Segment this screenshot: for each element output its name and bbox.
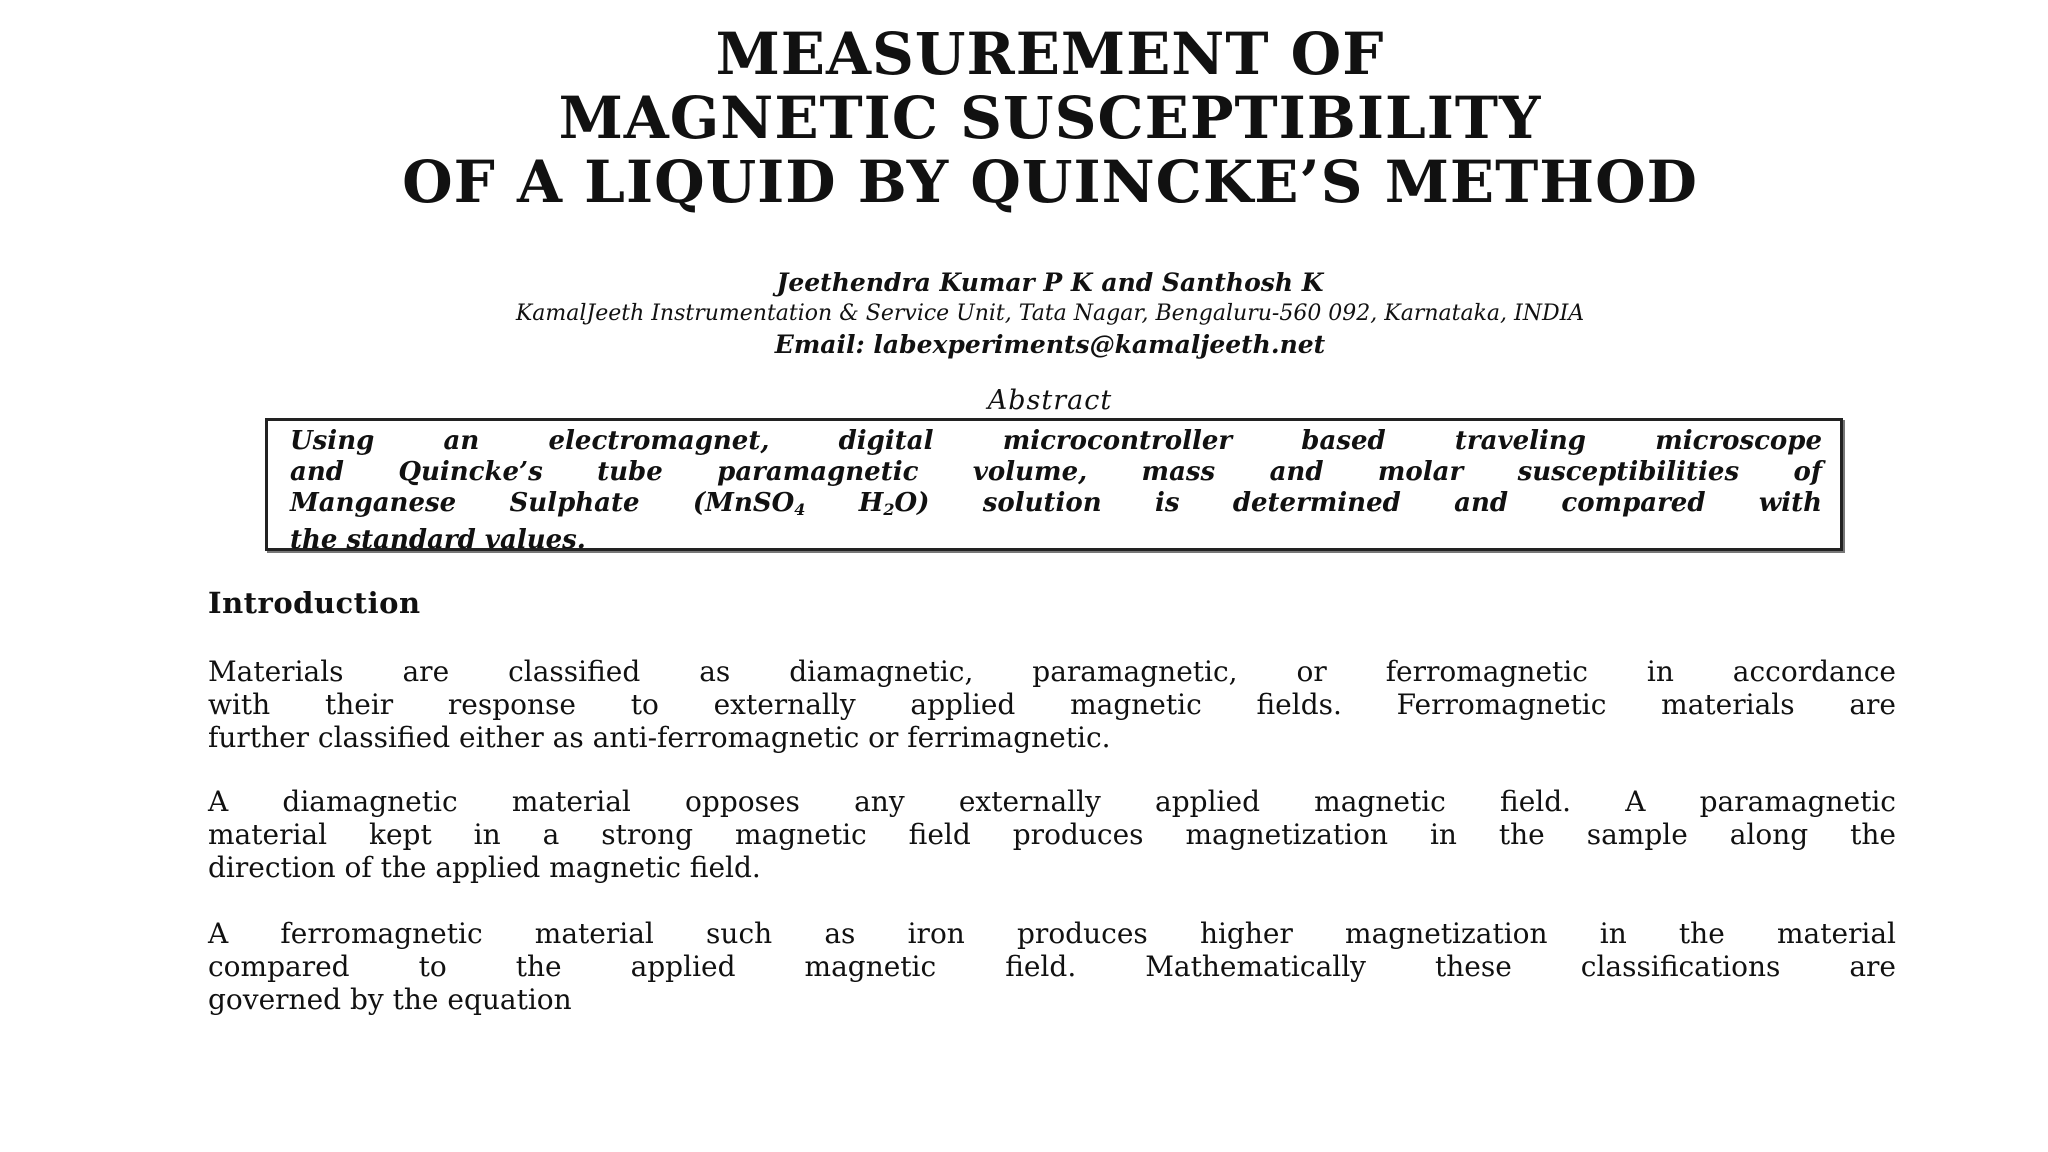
- paragraph-line: direction of the applied magnetic field.: [208, 851, 761, 884]
- abstract-box: [265, 418, 1843, 555]
- abstract-text: Manganese Sulphate (MnSO: [290, 488, 795, 518]
- abstract-line-formula: [290, 488, 1822, 525]
- paragraph-line: governed by the equation: [208, 983, 572, 1016]
- paragraph: [208, 917, 1896, 1016]
- authors: Jeethendra Kumar P K and Santhosh K: [776, 268, 1324, 297]
- title-line-2: MAGNETIC SUSCEPTIBILITY: [558, 84, 1542, 152]
- title-line-1: MEASUREMENT OF: [715, 20, 1385, 88]
- abstract-line: and Quincke’s tube paramagnetic volume, mass and molar susceptibilities of: [290, 457, 1822, 487]
- paragraph-line: material kept in a strong magnetic field produces magnetization in the sample along the: [208, 818, 1896, 851]
- affiliation: KamalJeeth Instrumentation & Service Unit, Tata Nagar, Bengaluru-560 092, Karnataka, INDIA: [515, 301, 1585, 326]
- abstract-text: H: [805, 488, 884, 518]
- abstract-line: Using an electromagnet, digital microcontroller based traveling microscope: [290, 426, 1822, 456]
- paragraph-line: with their response to externally applied magnetic fields. Ferromagnetic materials are: [208, 688, 1896, 721]
- paper-title: [0, 22, 2048, 214]
- section-heading-introduction: Introduction: [208, 586, 421, 620]
- subscript: 2: [883, 500, 895, 519]
- title-line-3: OF A LIQUID BY QUINCKE’S METHOD: [402, 148, 1698, 216]
- paragraph: [208, 785, 1896, 884]
- abstract-heading: Abstract: [987, 385, 1113, 416]
- subscript: 4: [794, 500, 806, 519]
- email-address: Email: labexperiments@kamaljeeth.net: [774, 330, 1326, 359]
- paragraph-line: Materials are classified as diamagnetic, paramagnetic, or ferromagnetic in accordance: [208, 655, 1896, 688]
- paragraph-line: A diamagnetic material opposes any externally applied magnetic field. A paramagnetic: [208, 785, 1896, 818]
- paragraph-line: A ferromagnetic material such as iron produces higher magnetization in the material: [208, 917, 1896, 950]
- abstract-text: O) solution is determined and compared with: [894, 488, 1823, 518]
- paragraph: [208, 655, 1896, 754]
- paragraph-line: further classified either as anti-ferromagnetic or ferrimagnetic.: [208, 721, 1111, 754]
- paragraph-line: compared to the applied magnetic field. Mathematically these classifications are: [208, 950, 1896, 983]
- abstract-line: the standard values.: [290, 525, 586, 555]
